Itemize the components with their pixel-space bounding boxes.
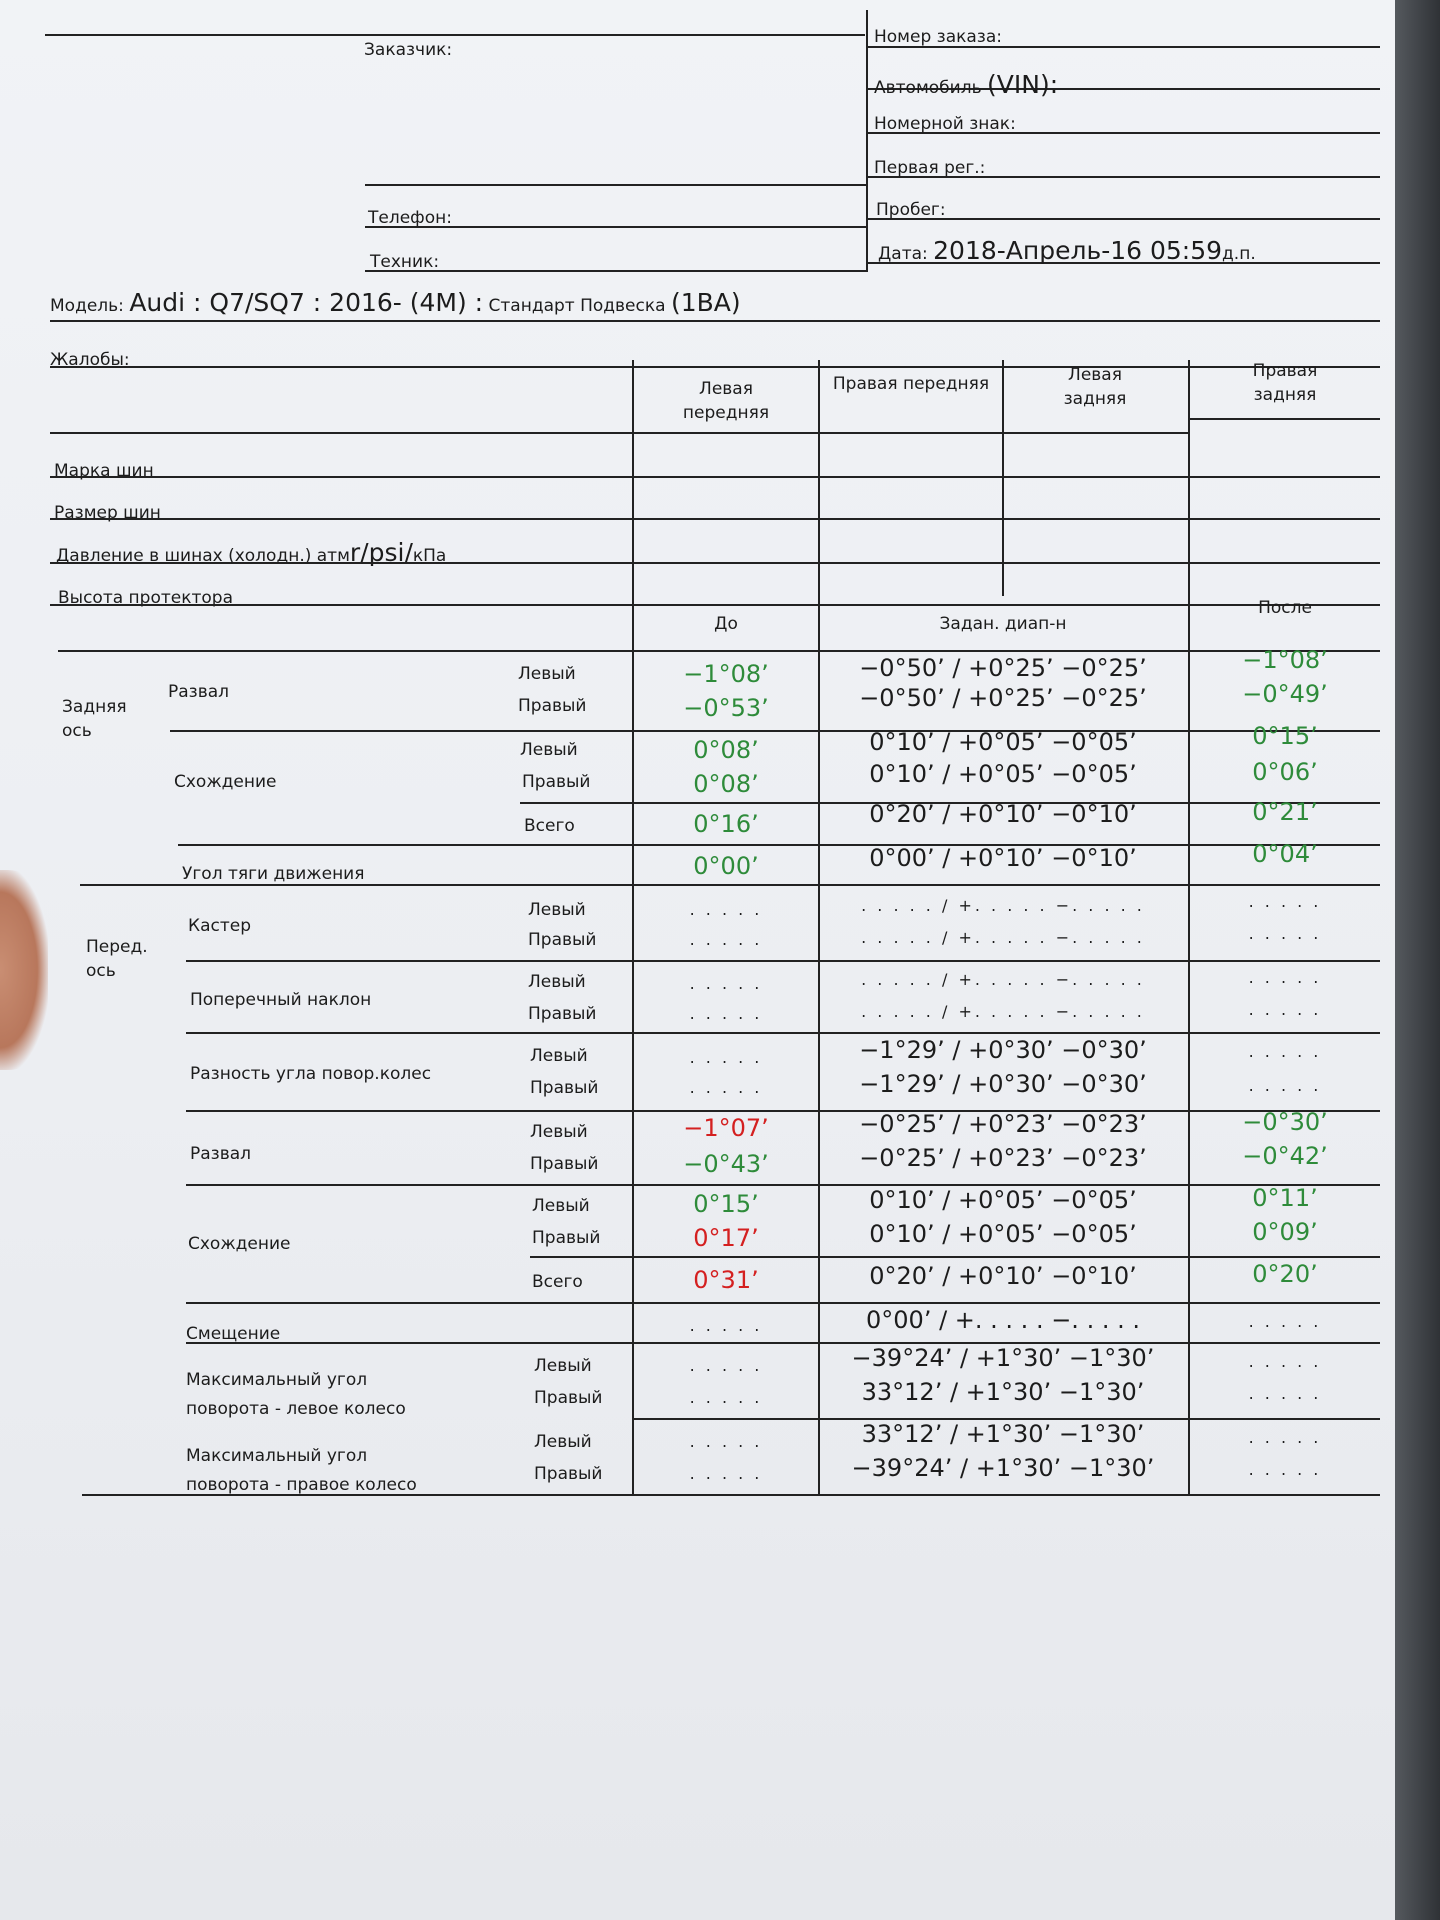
side-left: Левый [532, 1196, 590, 1216]
side-right: Правый [534, 1388, 603, 1408]
rear-camber-left-before: −1°08’ [683, 660, 769, 688]
suspension-label: Стандарт Подвеска [488, 296, 666, 316]
sai-left-before: . . . . . [689, 974, 763, 993]
rule [1188, 418, 1380, 420]
side-left: Левый [528, 900, 586, 920]
rear-axle-label [62, 696, 127, 744]
rear-toe-left-range: 0°10’ / +0°05’ −0°05’ [869, 728, 1137, 756]
rule [530, 1256, 1380, 1258]
rule [50, 320, 1380, 322]
max-turn-right-l1: Максимальный угол [186, 1446, 368, 1466]
side-left: Левый [530, 1122, 588, 1142]
order-number-label: Номер заказа: [874, 27, 1002, 47]
side-left: Левый [528, 972, 586, 992]
max-turn-right-l2: поворота - правое колесо [186, 1474, 417, 1495]
caster-right-range: . . . . . / +. . . . . −. . . . . [861, 928, 1145, 947]
front-toe-right-after: 0°09’ [1252, 1218, 1318, 1246]
rear-camber-left-after: −1°08’ [1242, 646, 1328, 674]
setback-label: Смещение [186, 1324, 281, 1344]
date-value: 2018-Апрель-16 05:59 [933, 236, 1223, 265]
side-right: Правый [518, 696, 587, 716]
col-left-rear-l2: задняя [1063, 388, 1127, 409]
setback-before: . . . . . [689, 1316, 763, 1335]
side-right: Правый [530, 1154, 599, 1174]
side-right: Правый [528, 930, 597, 950]
rear-toe-right-before: 0°08’ [693, 770, 759, 798]
sai-left-after: . . . . . [1248, 968, 1322, 987]
front-camber-left-before: −1°07’ [683, 1114, 769, 1142]
thrust-before: 0°00’ [693, 852, 759, 880]
caster-right-before: . . . . . [689, 930, 763, 949]
front-axle-label [86, 936, 148, 984]
rear-camber-label: Развал [168, 682, 230, 702]
max-right-left-before: . . . . . [689, 1432, 763, 1451]
front-camber-left-after: −0°30’ [1242, 1108, 1328, 1136]
plate-label: Номерной знак: [874, 114, 1016, 134]
max-left-right-before: . . . . . [689, 1388, 763, 1407]
rear-axle-l2: ось [62, 720, 92, 741]
max-turn-left-l2: поворота - левое колесо [186, 1398, 406, 1419]
toe-out-right-range: −1°29’ / +0°30’ −0°30’ [859, 1070, 1147, 1098]
side-left: Левый [534, 1432, 592, 1452]
toe-out-right-after: . . . . . [1248, 1076, 1322, 1095]
front-camber-left-range: −0°25’ / +0°23’ −0°23’ [859, 1110, 1147, 1138]
front-camber-right-after: −0°42’ [1242, 1142, 1328, 1170]
rear-axle-l1: Задняя [62, 697, 127, 717]
toe-out-left-range: −1°29’ / +0°30’ −0°30’ [859, 1036, 1147, 1064]
max-right-right-before: . . . . . [689, 1464, 763, 1483]
col-right-rear-l2: задняя [1253, 384, 1317, 405]
tire-brand-label: Марка шин [54, 461, 154, 481]
max-turn-right-label [186, 1442, 417, 1500]
date-field [878, 238, 1256, 263]
sai-right-range: . . . . . / +. . . . . −. . . . . [861, 1002, 1145, 1021]
col-left-front-l2: передняя [682, 402, 770, 423]
front-toe-left-after: 0°11’ [1252, 1184, 1318, 1212]
pressure-prefix: Давление в шинах (холодн.) атм [56, 546, 350, 566]
side-left: Левый [520, 740, 578, 760]
max-right-right-range: −39°24’ / +1°30’ −1°30’ [851, 1454, 1155, 1482]
front-axle-l1: Перед. [86, 937, 148, 957]
header-range: Задан. диап-н [939, 614, 1067, 634]
rule [186, 1032, 1380, 1034]
setback-after: . . . . . [1248, 1312, 1322, 1331]
front-toe-right-before: 0°17’ [693, 1224, 759, 1252]
header-divider [866, 10, 868, 272]
thrust-after: 0°04’ [1252, 840, 1318, 868]
side-left: Левый [530, 1046, 588, 1066]
rule [80, 884, 1380, 886]
front-toe-left-range: 0°10’ / +0°05’ −0°05’ [869, 1186, 1137, 1214]
front-toe-label: Схождение [188, 1234, 291, 1254]
max-left-right-after: . . . . . [1248, 1384, 1322, 1403]
front-toe-total-before: 0°31’ [693, 1266, 759, 1294]
rear-toe-right-range: 0°10’ / +0°05’ −0°05’ [869, 760, 1137, 788]
sai-right-before: . . . . . [689, 1004, 763, 1023]
max-right-right-after: . . . . . [1248, 1460, 1322, 1479]
thrust-angle-label: Угол тяги движения [182, 864, 365, 884]
caster-left-range: . . . . . / +. . . . . −. . . . . [861, 896, 1145, 915]
toe-out-right-before: . . . . . [689, 1078, 763, 1097]
toe-out-left-after: . . . . . [1248, 1042, 1322, 1061]
max-left-left-before: . . . . . [689, 1356, 763, 1375]
rear-toe-total-after: 0°21’ [1252, 798, 1318, 826]
side-total: Всего [532, 1272, 583, 1292]
max-turn-left-l1: Максимальный угол [186, 1370, 368, 1390]
side-left: Левый [518, 664, 576, 684]
rule [186, 1302, 1380, 1304]
caster-right-after: . . . . . [1248, 924, 1322, 943]
tire-size-label: Размер шин [54, 503, 161, 523]
col-left-rear-l1: Левая [1068, 365, 1122, 385]
mileage-label: Пробег: [876, 200, 946, 220]
front-toe-total-range: 0°20’ / +0°10’ −0°10’ [869, 1262, 1137, 1290]
rule [50, 562, 1380, 564]
side-right: Правый [530, 1078, 599, 1098]
rule [50, 476, 1380, 478]
front-toe-right-range: 0°10’ / +0°05’ −0°05’ [869, 1220, 1137, 1248]
front-axle-l2: ось [86, 960, 116, 981]
rear-toe-left-before: 0°08’ [693, 736, 759, 764]
car-label-text: Автомобиль [874, 78, 982, 98]
max-left-left-after: . . . . . [1248, 1352, 1322, 1371]
date-label: Дата: [878, 244, 928, 264]
sai-label: Поперечный наклон [190, 990, 372, 1010]
front-toe-left-before: 0°15’ [693, 1190, 759, 1218]
max-right-left-range: 33°12’ / +1°30’ −1°30’ [861, 1420, 1145, 1448]
max-right-left-after: . . . . . [1248, 1428, 1322, 1447]
sai-left-range: . . . . . / +. . . . . −. . . . . [861, 970, 1145, 989]
rule [45, 34, 865, 36]
date-suffix: д.п. [1222, 244, 1256, 264]
rear-camber-right-before: −0°53’ [683, 694, 769, 722]
setback-range: 0°00’ / +. . . . . −. . . . . [866, 1306, 1140, 1334]
pressure-kpa: кПа [412, 546, 447, 566]
caster-left-before: . . . . . [689, 900, 763, 919]
front-camber-right-before: −0°43’ [683, 1150, 769, 1178]
side-left: Левый [534, 1356, 592, 1376]
model-value: Audi : Q7/SQ7 : 2016- (4M) : [129, 288, 484, 317]
rear-toe-left-after: 0°15’ [1252, 722, 1318, 750]
side-right: Правый [528, 1004, 597, 1024]
header-before: До [714, 614, 738, 634]
rear-camber-left-range: −0°50’ / +0°25’ −0°25’ [859, 654, 1147, 682]
max-left-left-range: −39°24’ / +1°30’ −1°30’ [851, 1344, 1155, 1372]
caster-label: Кастер [188, 916, 251, 936]
col-right-front: Правая передняя [832, 374, 990, 394]
rear-toe-total-before: 0°16’ [693, 810, 759, 838]
front-camber-label: Развал [190, 1144, 252, 1164]
front-camber-right-range: −0°25’ / +0°23’ −0°23’ [859, 1144, 1147, 1172]
rear-camber-right-range: −0°50’ / +0°25’ −0°25’ [859, 684, 1147, 712]
front-toe-total-after: 0°20’ [1252, 1260, 1318, 1288]
model-line [50, 290, 741, 315]
car-label [874, 72, 1058, 97]
side-right: Правый [534, 1464, 603, 1484]
rule [58, 650, 1380, 652]
rule [50, 432, 1188, 434]
rule [186, 960, 1380, 962]
col-left-front [636, 378, 816, 426]
complaints-label: Жалобы: [50, 350, 130, 370]
tread-depth-label: Высота протектора [58, 588, 234, 608]
max-left-right-range: 33°12’ / +1°30’ −1°30’ [861, 1378, 1145, 1406]
max-turn-left-label [186, 1366, 406, 1424]
rear-toe-label: Схождение [174, 772, 277, 792]
model-label: Модель: [50, 296, 124, 316]
pressure-units: r/psi/ [349, 538, 413, 567]
side-total: Всего [524, 816, 575, 836]
rear-toe-right-after: 0°06’ [1252, 758, 1318, 786]
rear-camber-right-after: −0°49’ [1242, 680, 1328, 708]
side-right: Правый [522, 772, 591, 792]
rule [50, 518, 1380, 520]
toe-out-left-before: . . . . . [689, 1048, 763, 1067]
rear-toe-total-range: 0°20’ / +0°10’ −0°10’ [869, 800, 1137, 828]
col-left-front-l1: Левая [699, 379, 753, 399]
phone-label: Телефон: [368, 208, 452, 228]
col-left-rear [1004, 364, 1186, 412]
sai-right-after: . . . . . [1248, 1000, 1322, 1019]
col-right-rear [1190, 360, 1380, 408]
rule [365, 270, 866, 272]
tech-label: Техник: [370, 252, 440, 272]
vin-label: (VIN): [987, 70, 1059, 99]
toe-out-label: Разность угла повор.колес [190, 1064, 432, 1084]
side-right: Правый [532, 1228, 601, 1248]
background-edge [1395, 0, 1440, 1920]
header-after: После [1258, 598, 1312, 618]
suspension-code: (1BA) [670, 288, 741, 317]
col-divider [632, 360, 634, 1494]
first-reg-label: Первая рег.: [874, 158, 986, 178]
thrust-range: 0°00’ / +0°10’ −0°10’ [869, 844, 1137, 872]
caster-left-after: . . . . . [1248, 892, 1322, 911]
table-bottom-rule [82, 1494, 1380, 1496]
customer-label: Заказчик: [364, 40, 453, 60]
rule [186, 1342, 1380, 1344]
rule [365, 184, 866, 186]
thumb [0, 870, 48, 1070]
col-right-rear-l1: Правая [1252, 361, 1318, 381]
rule [50, 604, 1380, 606]
